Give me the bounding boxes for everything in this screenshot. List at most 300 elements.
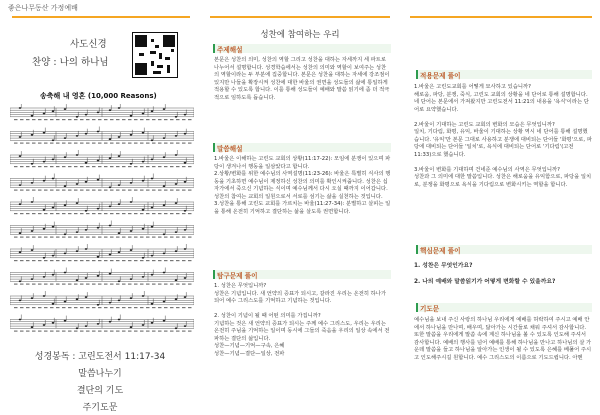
lyric-mark (176, 307, 180, 308)
lyric-mark (176, 166, 180, 167)
lyric-mark (140, 190, 144, 191)
note-head (52, 178, 55, 180)
note-head (184, 162, 187, 164)
lyric-mark (128, 307, 132, 308)
note-head (85, 162, 88, 164)
section-label: 주제해설 (213, 44, 391, 53)
note-head (184, 133, 187, 135)
lyric-mark (92, 331, 96, 332)
note-head (163, 272, 166, 274)
note-head (43, 295, 46, 297)
note-head (19, 319, 22, 321)
note-head (76, 202, 79, 204)
lyric-mark (128, 237, 132, 238)
lyric-mark (26, 307, 30, 308)
note-head (151, 226, 154, 228)
note-head (130, 134, 133, 136)
lyric-mark (26, 190, 30, 191)
lyric-mark (146, 213, 150, 214)
note-head (163, 156, 166, 158)
note-head (76, 279, 79, 281)
lyric-mark (14, 260, 18, 261)
note-head (151, 255, 154, 257)
note-head (130, 201, 133, 203)
lyric-mark (74, 237, 78, 238)
note-head (19, 300, 22, 302)
lyric-mark (98, 237, 102, 238)
note-head (142, 257, 145, 259)
note-head (151, 274, 154, 276)
lyric-mark (20, 237, 24, 238)
lyric-mark (86, 260, 90, 261)
note-head (97, 131, 100, 133)
note-head (76, 183, 79, 185)
note-head (109, 302, 112, 304)
note-head (52, 322, 55, 324)
note-head (52, 226, 55, 228)
lyric-mark (80, 190, 84, 191)
song-title: 송축해 내 영혼 (10,000 Reasons) (40, 92, 157, 100)
note-head (97, 256, 100, 258)
lyric-mark (158, 307, 162, 308)
note-head (76, 116, 79, 118)
lyric-mark (44, 213, 48, 214)
lyric-mark (68, 143, 72, 144)
note-head (64, 320, 67, 322)
lyric-mark (44, 331, 48, 332)
lyric-mark (122, 166, 126, 167)
note-head (85, 277, 88, 279)
lyric-mark (62, 237, 66, 238)
lyric-mark (80, 284, 84, 285)
lyric-mark (62, 166, 66, 167)
note-head (31, 115, 34, 117)
qr-code[interactable] (132, 32, 178, 78)
note-head (142, 161, 145, 163)
lyric-mark (104, 166, 108, 167)
note-head (184, 229, 187, 231)
lyric-mark (170, 143, 174, 144)
note-head (76, 298, 79, 300)
lyric-mark (92, 237, 96, 238)
lyric-mark (176, 143, 180, 144)
lyric-mark (68, 119, 72, 120)
note-head (31, 163, 34, 165)
lyric-mark (116, 237, 120, 238)
note-head (76, 154, 79, 156)
lyric-mark (68, 190, 72, 191)
lyric-mark (62, 143, 66, 144)
lyric-mark (164, 284, 168, 285)
lyric-mark (20, 190, 24, 191)
lyric-mark (62, 284, 66, 285)
note-head (118, 300, 121, 302)
lyric-mark (74, 284, 78, 285)
lyric-mark (110, 166, 114, 167)
lyric-mark (170, 307, 174, 308)
lyric-mark (44, 284, 48, 285)
note-head (163, 204, 166, 206)
lyric-mark (68, 284, 72, 285)
lyric-mark (110, 284, 114, 285)
lyric-mark (116, 284, 120, 285)
note-head (130, 163, 133, 165)
note-head (175, 135, 178, 137)
lyric-mark (188, 307, 192, 308)
lyric-mark (104, 190, 108, 191)
liturgy-column (0, 0, 200, 415)
note-head (19, 136, 22, 138)
note-head (43, 113, 46, 115)
column3-topbar (410, 16, 592, 18)
lyric-mark (134, 166, 138, 167)
column2-topbar (210, 16, 390, 18)
lyric-mark (170, 119, 174, 120)
section-label: 탐구문제 풀이 (213, 270, 391, 279)
liturgy-item: 말씀나누기 (78, 369, 122, 379)
lyric-mark (38, 190, 42, 191)
note-head (64, 185, 67, 187)
note-head (85, 114, 88, 116)
lyric-mark (44, 143, 48, 144)
lyric-mark (74, 331, 78, 332)
section-label: 말씀해설 (213, 143, 391, 152)
lyric-mark (32, 260, 36, 261)
note-head (184, 277, 187, 279)
section-text: 1.바울은 고린도교회를 어떻게 묘사하고 있습니까? 해로움, 파당, 분쟁, 죽식, 고린도 교회의 상황을 네 단어로 통해 설명합니다. 네 단어는 본문에서 가져왔지만 고린도전서 11:21의 내용을 '욕식'이라는 단어로 요약했습니다. 2.바울이 기대하는 고린도 교회의 변화의 모습은 무엇입니까? 일치, 기다림, 화평, 유익, 바울이 기대하는 상황 역시 네 단어를 통해 설명했습니다. '유익'만 본문 그대로 사용하고 분쟁에 대비되는 단어들 '화평'으로, 파당에 대비되는 단어들 '일치'로, 욕식에 대비되는 단어로 '기다림'(고전 11:33)으로 했습니다. 3.바울이 변화를 기대하며 건네준 예수님의 사역은 무엇입니까? 성찬과 그 의미에 대한 말씀입니다. 성찬은 해로움을 유익함으로, 파당을 일치로, 분쟁을 화평으로 욕식을 기다림으로 변화시키는 역할을 합니다. (414, 84, 592, 188)
lyric-mark (110, 237, 114, 238)
lyric-mark (146, 119, 150, 120)
lyric-mark (56, 166, 60, 167)
note-head (97, 179, 100, 181)
lyric-mark (68, 166, 72, 167)
note-head (31, 230, 34, 232)
lyric-mark (116, 143, 120, 144)
lyric-mark (50, 284, 54, 285)
lyric-mark (170, 331, 174, 332)
lyric-mark (104, 307, 108, 308)
lyric-mark (152, 213, 156, 214)
lyric-mark (86, 307, 90, 308)
lyric-mark (182, 190, 186, 191)
lyric-mark (32, 307, 36, 308)
note-head (109, 206, 112, 208)
lyric-mark (188, 237, 192, 238)
lyric-mark (14, 166, 18, 167)
lyric-mark (92, 260, 96, 261)
note-head (118, 184, 121, 186)
lyric-mark (152, 237, 156, 238)
note-head (142, 113, 145, 115)
lyric-mark (164, 307, 168, 308)
lyric-mark (86, 190, 90, 191)
lyric-mark (176, 213, 180, 214)
lyric-mark (176, 331, 180, 332)
note-head (130, 249, 133, 251)
lyric-mark (56, 284, 60, 285)
lyric-mark (134, 331, 138, 332)
note-head (118, 251, 121, 253)
lyric-mark (74, 166, 78, 167)
lyric-mark (68, 307, 72, 308)
note-head (163, 185, 166, 187)
note-head (163, 233, 166, 235)
note-head (118, 136, 121, 138)
lyric-mark (38, 284, 42, 285)
note-head (43, 324, 46, 326)
note-head (31, 297, 34, 299)
lyric-mark (110, 331, 114, 332)
lyric-mark (50, 237, 54, 238)
lyric-mark (20, 143, 24, 144)
lyric-mark (146, 143, 150, 144)
note-head (64, 204, 67, 206)
note-head (109, 138, 112, 140)
lyric-mark (56, 237, 60, 238)
lyric-mark (38, 213, 42, 214)
lyric-mark (176, 190, 180, 191)
lyric-mark (26, 237, 30, 238)
note-head (151, 139, 154, 141)
lyric-mark (80, 213, 84, 214)
note-head (142, 228, 145, 230)
lyric-mark (158, 143, 162, 144)
note-head (184, 248, 187, 250)
lyric-mark (62, 307, 66, 308)
lyric-mark (44, 119, 48, 120)
lyric-mark (122, 284, 126, 285)
note-head (31, 182, 34, 184)
lyric-mark (38, 237, 42, 238)
note-head (163, 253, 166, 255)
note-head (64, 272, 67, 274)
lyric-mark (50, 190, 54, 191)
note-head (76, 135, 79, 137)
lyric-mark (158, 237, 162, 238)
note-head (175, 154, 178, 156)
note-head (184, 181, 187, 183)
note-head (43, 209, 46, 211)
note-head (130, 326, 133, 328)
lyric-mark (86, 284, 90, 285)
note-head (43, 276, 46, 278)
lyric-mark (50, 331, 54, 332)
note-head (76, 327, 79, 329)
note-head (52, 274, 55, 276)
note-head (76, 250, 79, 252)
sheet-music (10, 104, 194, 340)
lyric-mark (98, 284, 102, 285)
lyric-mark (38, 307, 42, 308)
lyric-mark (134, 213, 138, 214)
section-text: 1.바울은 이해하는 고린도 교회의 상황(11:17-22): 모임에 분쟁이 있으며 파당이 생겨나서 행동을 일삼았다고 합니다. 2.상황/변화를 위한 예수님의 사역설명(11:23-26): 바울은 특별히 식사의 행동을 기초하면 예수님이 제정하신 성찬의 의미를 확인시켜줍니다. 성찬은 십자가에서 죽으신 기념하는 식이며 예수님께서 다시 오실 때까지 이어갑니다. 성찬의 참여는 교회의 일원으로서 서로를 섬기는 삶을 실천하는 것입니다. 3.성찬을 통해 고린도 교회를 가르치는 바울(11:27-34): 분별하고 살피는 일을 통해 온전히 기억하고 결단하는 삶을 살도록 권면합니다. (214, 156, 391, 215)
note-head (151, 303, 154, 305)
lyric-mark (140, 213, 144, 214)
note-head (142, 180, 145, 182)
lyric-mark (80, 143, 84, 144)
lyric-mark (14, 190, 18, 191)
note-head (31, 326, 34, 328)
lyric-mark (116, 166, 120, 167)
lyric-mark (110, 119, 114, 120)
note-head (85, 248, 88, 250)
lyric-mark (158, 284, 162, 285)
lyric-mark (170, 213, 174, 214)
note-head (130, 115, 133, 117)
note-head (85, 210, 88, 212)
lyric-mark (158, 213, 162, 214)
lyric-mark (92, 284, 96, 285)
lyric-mark (152, 260, 156, 261)
lyric-mark (14, 119, 18, 120)
lyric-mark (158, 119, 162, 120)
lyric-mark (164, 260, 168, 261)
lyric-mark (98, 307, 102, 308)
note-head (43, 132, 46, 134)
lyric-mark (50, 166, 54, 167)
lyric-mark (122, 213, 126, 214)
lyric-mark (152, 166, 156, 167)
lyric-mark (26, 143, 30, 144)
lyric-mark (38, 119, 42, 120)
lyric-mark (68, 331, 72, 332)
note-head (64, 156, 67, 158)
lyric-mark (146, 190, 150, 191)
lyric-mark (176, 260, 180, 261)
lyric-mark (62, 331, 66, 332)
lyric-mark (128, 119, 132, 120)
lyric-mark (170, 166, 174, 167)
lyric-mark (50, 260, 54, 261)
lyric-mark (110, 190, 114, 191)
lyric-mark (152, 119, 156, 120)
hymn-label: 찬양 : 나의 하나님 (32, 57, 109, 68)
section-text: 1. 성찬은 무엇인가요? 2. 나의 예배와 말씀읽기가 어떻게 변화할 수 있을까요? (414, 263, 556, 286)
lyric-mark (98, 213, 102, 214)
note-head (64, 137, 67, 139)
lyric-mark (32, 331, 36, 332)
note-head (175, 183, 178, 185)
lyric-mark (86, 213, 90, 214)
note-head (64, 233, 67, 235)
lyric-mark (134, 237, 138, 238)
note-head (43, 257, 46, 259)
note-head (130, 297, 133, 299)
liturgy-item: 결단의 기도 (76, 386, 124, 396)
lyric-mark (176, 119, 180, 120)
lyric-mark (14, 307, 18, 308)
lyric-mark (50, 213, 54, 214)
lyric-mark (38, 260, 42, 261)
lyric-mark (122, 307, 126, 308)
note-head (52, 255, 55, 257)
lyric-mark (74, 119, 78, 120)
lyric-mark (140, 237, 144, 238)
lyric-mark (158, 260, 162, 261)
note-head (109, 186, 112, 188)
scripture-reading: 성경봉독 : 고린도전서 11:17-34 (34, 352, 166, 362)
note-head (151, 110, 154, 112)
lyric-mark (56, 331, 60, 332)
lyric-mark (110, 143, 114, 144)
lyric-mark (26, 119, 30, 120)
lyric-mark (122, 119, 126, 120)
lyric-mark (134, 190, 138, 191)
lyric-mark (86, 331, 90, 332)
note-head (175, 231, 178, 233)
lyric-mark (170, 237, 174, 238)
lyric-mark (182, 237, 186, 238)
lyric-mark (104, 213, 108, 214)
lyric-mark (134, 284, 138, 285)
lyric-mark (188, 213, 192, 214)
lyric-mark (164, 331, 168, 332)
apostles-creed-label: 사도신경 (70, 39, 107, 50)
lyric-mark (122, 237, 126, 238)
page-header: 좋은나무동산 가정예배 (8, 4, 78, 12)
note-head (163, 137, 166, 139)
note-head (109, 321, 112, 323)
lyric-mark (146, 284, 150, 285)
note-head (64, 301, 67, 303)
note-head (184, 296, 187, 298)
note-head (97, 160, 100, 162)
note-head (118, 232, 121, 234)
lyric-mark (146, 331, 150, 332)
lyric-mark (86, 143, 90, 144)
lyric-mark (50, 119, 54, 120)
lyric-mark (140, 284, 144, 285)
sermon-column (200, 0, 400, 415)
section-text: 1. 성찬은 무엇입니까? 성찬은 기념입니다. 새 언약의 증표가 되시고, 갈라진 우리는 온전히 하나가 되어 예수 그리스도를 기억하고 기념하는 것입니다. 2. 성찬이 기념이 될 때 어떤 의미를 가집니까? 기념하는 것은 새 언약의 증표가 되시는 주께 예수 그리스도, 우리는 우리는 온전히 주님을 기억하는 일이며 동시에 그들의 죽음을 우리의 일상 속에서 전파하는 결단의 삶입니다. 성찬—기념—기억—구속, 은혜 성찬—기념—결단—일상, 전파 (214, 283, 390, 357)
note-head (130, 230, 133, 232)
note-head (31, 134, 34, 136)
note-head (175, 279, 178, 281)
lyric-mark (170, 284, 174, 285)
note-head (97, 275, 100, 277)
lyric-mark (14, 143, 18, 144)
note-head (163, 108, 166, 110)
lyric-mark (104, 331, 108, 332)
lyric-mark (62, 213, 66, 214)
note-head (52, 139, 55, 141)
lyric-mark (80, 307, 84, 308)
lyric-mark (152, 307, 156, 308)
note-head (19, 155, 22, 157)
lyric-mark (116, 119, 120, 120)
lyric-mark (188, 143, 192, 144)
lyric-mark (14, 213, 18, 214)
lyric-mark (110, 307, 114, 308)
lyric-mark (164, 213, 168, 214)
lyric-mark (32, 119, 36, 120)
lyric-mark (152, 284, 156, 285)
lyric-mark (20, 331, 24, 332)
note-head (52, 303, 55, 305)
lyric-mark (68, 260, 72, 261)
lyric-mark (122, 190, 126, 191)
note-head (31, 201, 34, 203)
note-head (85, 133, 88, 135)
lyric-mark (20, 284, 24, 285)
lyric-mark (134, 307, 138, 308)
lyric-mark (32, 190, 36, 191)
lyric-mark (128, 166, 132, 167)
lyric-mark (128, 143, 132, 144)
note-head (43, 161, 46, 163)
note-head (118, 155, 121, 157)
note-head (130, 278, 133, 280)
